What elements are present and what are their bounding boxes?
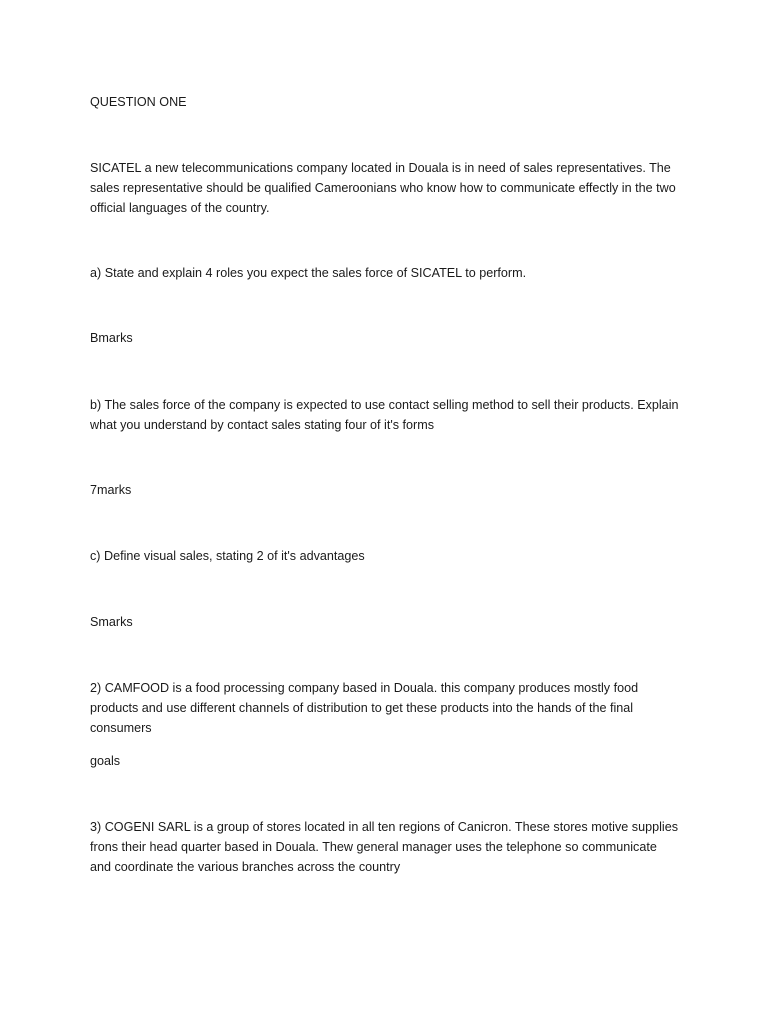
goals-label: goals — [90, 754, 121, 768]
question-c: c) Define visual sales, stating 2 of it's advantages — [90, 549, 365, 563]
marks-b: 7marks — [90, 483, 132, 497]
marks-c: Smarks — [90, 615, 133, 629]
sicatel-intro-paragraph: SICATEL a new telecommunications company located in Douala is in need of sales representatives. The sales representative should be qualified Cameroonians who know how to communicate effectly in the two official languages of the country. — [90, 161, 676, 215]
question-three-cogeni: 3) COGENI SARL is a group of stores located in all ten regions of Canicron. These stores motive supplies frons their head quarter based in Douala. Thew general manager uses the telephone so communicate and coordinate the various branches across the country — [90, 820, 678, 874]
question-a: a) State and explain 4 roles you expect the sales force of SICATEL to perform. — [90, 266, 527, 280]
marks-a: Bmarks — [90, 331, 133, 345]
question-b: b) The sales force of the company is expected to use contact selling method to sell their products. Explain what you understand by contact sales stating four of it's forms — [90, 398, 679, 432]
question-one-heading: QUESTION ONE — [90, 95, 187, 109]
question-two-camfood: 2) CAMFOOD is a food processing company based in Douala. this company produces mostly food products and use different channels of distribution to get these products into the hands of the final consumers — [90, 681, 639, 735]
